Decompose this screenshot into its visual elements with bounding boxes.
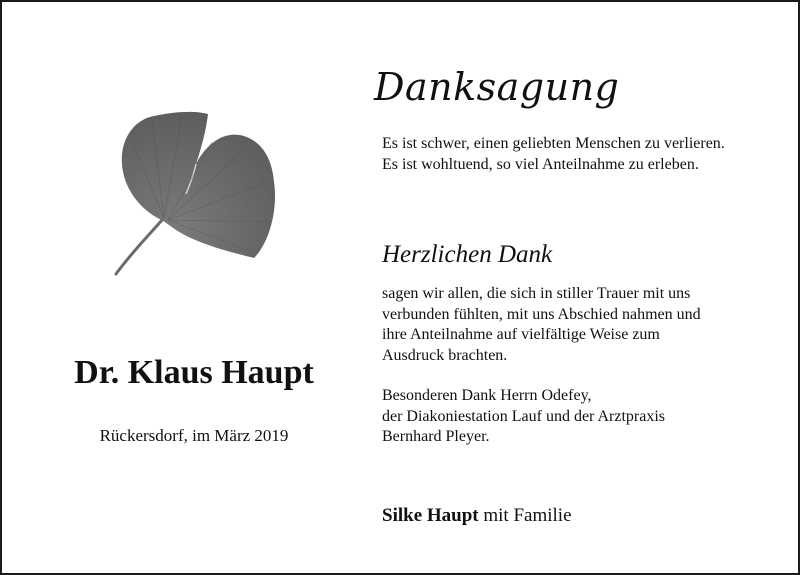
signature-name: Silke Haupt	[382, 505, 479, 526]
place-date: Rückersdorf, im März 2019	[99, 426, 289, 445]
intro-line: Es ist wohltuend, so viel Anteilnahme zu erleben.	[382, 155, 699, 173]
special-line: der Diakoniestation Lauf und der Arztpraxis	[382, 407, 666, 425]
intro-text	[382, 134, 725, 175]
ginkgo-leaf-icon	[102, 102, 287, 282]
special-thanks	[382, 386, 665, 448]
body-line: verbunden fühlten, mit uns Abschied nahmen und	[382, 305, 701, 323]
special-line: Besonderen Dank Herrn Odefey,	[382, 387, 592, 404]
special-line: Bernhard Pleyer.	[382, 428, 490, 445]
subheading: Herzlichen Dank	[382, 241, 553, 268]
signature-rest: mit Familie	[478, 505, 572, 526]
body-line: sagen wir allen, die sich in stiller Trauer mit uns	[382, 285, 691, 302]
signature	[382, 503, 572, 529]
body-text	[382, 284, 701, 366]
body-line: Ausdruck brachten.	[382, 346, 508, 364]
intro-line: Es ist schwer, einen geliebten Menschen zu verlieren.	[382, 135, 725, 152]
body-line: ihre Anteilnahme auf vielfältige Weise zum	[382, 326, 660, 343]
card-title: Danksagung	[374, 65, 620, 109]
deceased-name: Dr. Klaus Haupt	[74, 354, 314, 391]
